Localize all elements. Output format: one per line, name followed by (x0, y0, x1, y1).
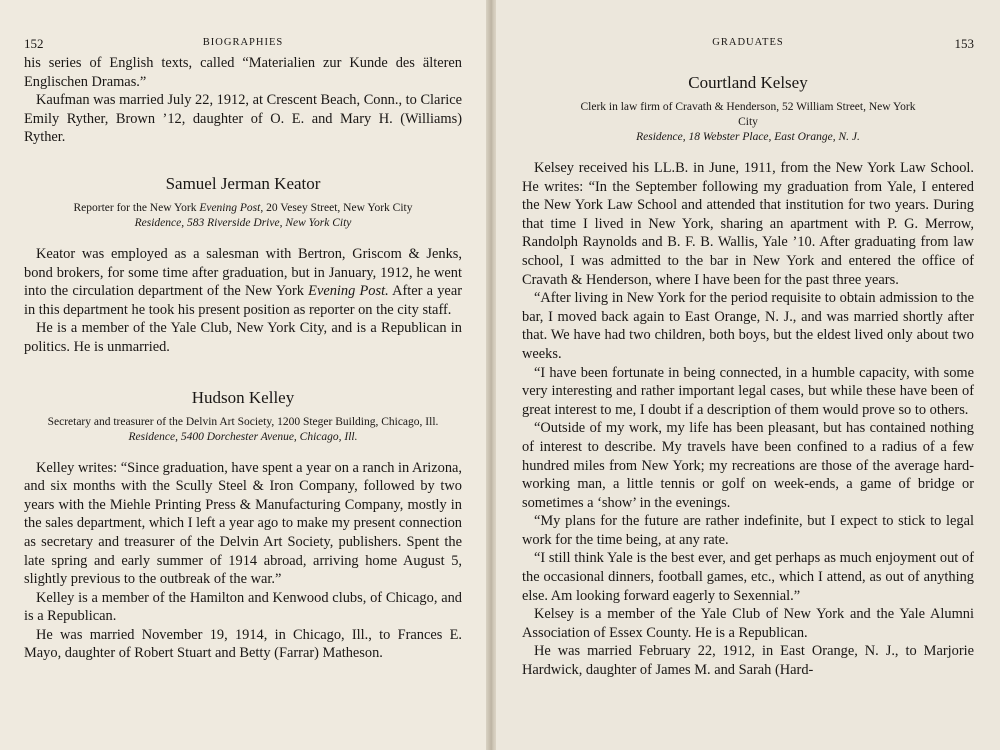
entry-occupation: Clerk in law firm of Cravath & Henderson, 52 William Street, New York City (580, 101, 916, 128)
entry-paragraph: “My plans for the future are rather indefinite, but I expect to stick to legal work for the time being, at any rate. (522, 513, 974, 548)
continued-paragraph: his series of English texts, called “Materialien zur Kunde des älteren Englischen Dramas.” (24, 55, 462, 90)
running-head-title: BIOGRAPHIES (202, 37, 284, 48)
entry-name: Courtland Kelsey (688, 73, 808, 92)
entry-paragraph: “After living in New York for the period requisite to obtain admission to the bar, I moved back again to East Orange, N. J., and was married shortly after that. We have had two children, both boys, but the eldest lived only about two weeks. (522, 290, 974, 362)
entry-name: Samuel Jerman Keator (165, 173, 321, 193)
entry-name: Hudson Kelley (191, 387, 295, 407)
entry-paragraph: “I have been fortunate in being connected, in a humble capacity, with some very interesting and rather important legal cases, but while these have been of great interest to me, I doubt if a description of them would prove so to others. (522, 364, 974, 418)
entry-paragraph: He was married November 19, 1914, in Chicago, Ill., to Frances E. Mayo, daughter of Robert Stuart and Betty (Farrar) Matheson. (24, 626, 462, 662)
entry-paragraph: Kelley writes: “Since graduation, have spent a year on a ranch in Arizona, and six months with the Scully Steel & Iron Company, followed by two years with the Miehle Printing Press & Manufacturing Company, mostly in the sales department, which I left a year ago to make my present connection as secretary and treasurer of the Delvin Art Society, publishers. Spent the late spring and early summer of 1914 abroad, arriving home August 5, slightly previous to the outbreak of the war.” (24, 459, 462, 588)
entry-paragraph: He is a member of the Yale Club, New York City, and is a Republican in politics. He is unmarried. (24, 320, 462, 355)
entry-paragraph: Keator was employed as a salesman with Bertron, Griscom & Jenks, bond brokers, for some time after graduation, but in January, 1912, he went into the circulation department of the New York Evening Post. After a year in this department he took his present position as reporter on the city staff. (24, 245, 462, 318)
running-header-right (522, 36, 974, 54)
entry-residence: Residence, 18 Webster Place, East Orange, N. J. (636, 131, 860, 143)
biography-entry (24, 387, 462, 664)
biography-entry (24, 173, 462, 357)
entry-residence: Residence, 583 Riverside Drive, New York City (134, 216, 352, 229)
entry-paragraph: Kelley is a member of the Hamilton and Kenwood clubs, of Chicago, and is a Republican. (24, 589, 462, 625)
entry-paragraph: “Outside of my work, my life has been pleasant, but has contained nothing of interest to describe. My travels have been confined to a radius of a few hundred miles from New York; my recreations are those of the average hard-working man, a little tennis or golf on week-ends, a game of bridge or sometimes a ‘show’ in the evenings. (522, 420, 974, 511)
running-head-title: GRADUATES (712, 37, 784, 48)
entry-paragraph: Kelsey is a member of the Yale Club of New York and the Yale Alumni Association of Essex County. He is a Republican. (522, 606, 974, 641)
entry-paragraph: “I still think Yale is the best ever, and get perhaps as much enjoyment out of the occasional dinners, football games, etc., which I attend, as out of anything else. Am looking forward eagerly to Sexennial.” (522, 550, 974, 604)
left-page (0, 0, 488, 750)
entry-occupation: Reporter for the New York Evening Post, 20 Vesey Street, New York City (73, 201, 413, 214)
running-header-left (24, 36, 462, 54)
continued-paragraph: Kaufman was married July 22, 1912, at Crescent Beach, Conn., to Clarice Emily Ryther, Brown ’12, daughter of O. E. and Mary H. (Williams) Ryther. (24, 92, 463, 146)
right-page (496, 0, 1000, 750)
biography-entry (522, 72, 974, 680)
entry-paragraph: Kelsey received his LL.B. in June, 1911, from the New York Law School. He writes: “In the September following my graduation from Yale, I entered the New York Law School and attended that institution for two years. During that time I lived in New York, sharing an apartment with P. G. Merrow, Randolph Raynolds and B. F. B. Wallis, Yale ’10. After graduating from law school, I was admitted to the bar in New York and entered the office of Cravath & Henderson, where I have been for the past three years. (522, 160, 974, 288)
page-number: 153 (954, 36, 974, 51)
entry-paragraph: He was married February 22, 1912, in East Orange, N. J., to Marjorie Hardwick, daughter of James M. and Sarah (Hard- (522, 643, 974, 679)
entry-occupation: Secretary and treasurer of the Delvin Art Society, 1200 Steger Building, Chicago, Ill. (47, 415, 439, 428)
page-number: 152 (24, 36, 44, 51)
entry-residence: Residence, 5400 Dorchester Avenue, Chicago, Ill. (128, 430, 358, 443)
